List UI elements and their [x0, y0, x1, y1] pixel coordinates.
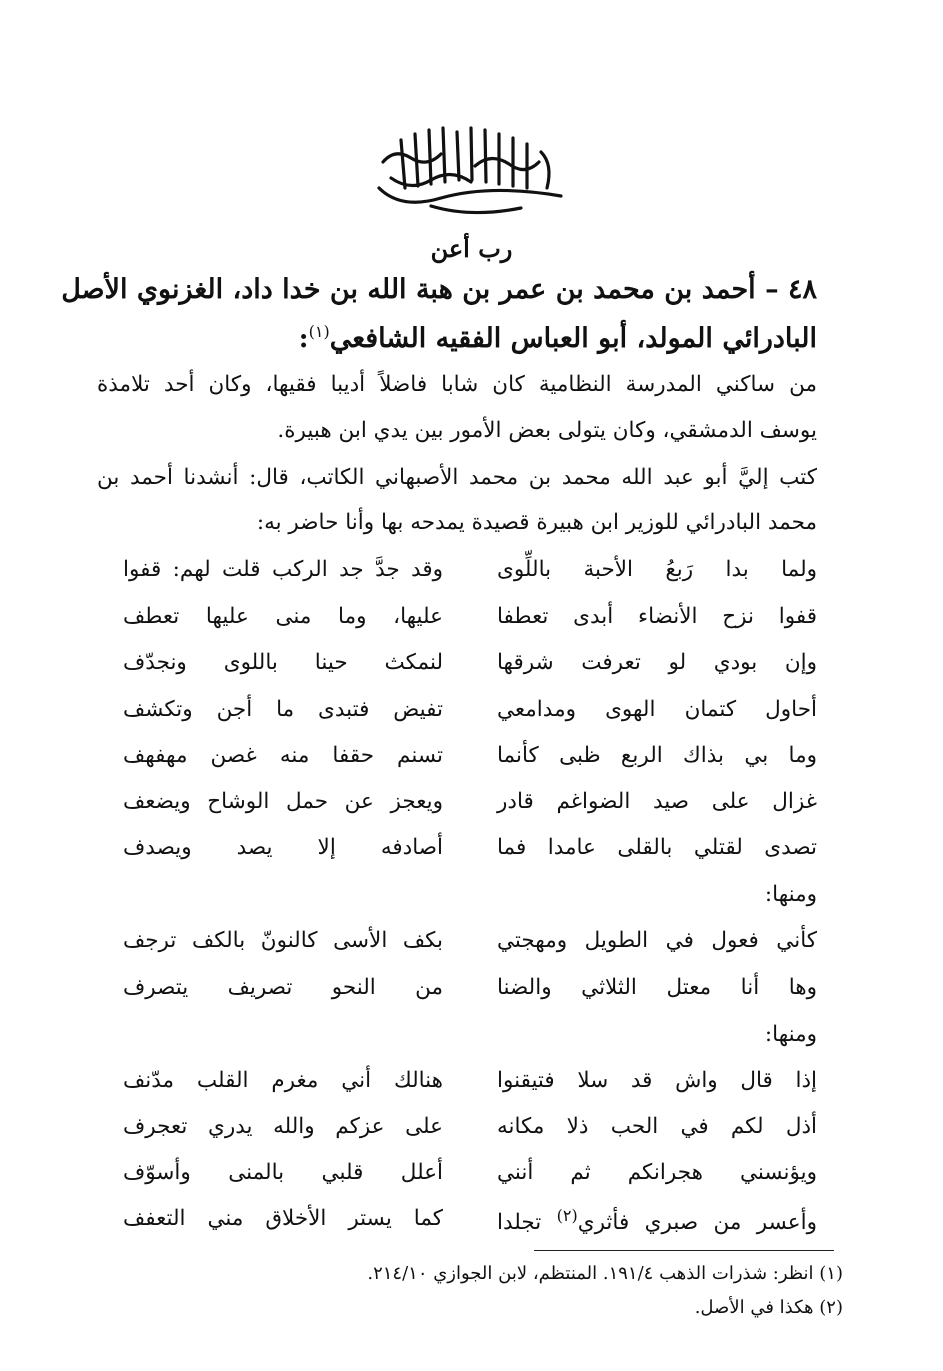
paragraph1-line1: من ساكني المدرسة النظامية كان شابا فاضلاً أديبا فقيها، وكان أحد تلامذة	[97, 372, 817, 397]
verse-hemistich: أصادفه إلا يصد ويصدف	[123, 835, 443, 860]
section-label: ومنها:	[764, 1022, 817, 1047]
verse-hemistich: إذا قال واش قد سلا فتيقنوا	[497, 1068, 817, 1093]
footnote-ref-2: (٢)	[556, 1206, 578, 1225]
invocation-text: رب أعن	[430, 234, 513, 263]
verse-hemistich: وما بي بذاك الربع ظبى كأنما	[497, 743, 817, 768]
verse-hemistich: غزال على صيد الضواغم قادر	[497, 789, 817, 814]
footnote-1: (١) انظر: شذرات الذهب ١٩١/٤. المنتظم، لابن الجوازي ٢١٤/١٠.	[367, 1263, 843, 1284]
verse-hemistich: تفيض فتبدى ما أجن وتكشف	[123, 697, 443, 722]
verse-hemistich: من النحو تصريف يتصرف	[123, 975, 443, 1000]
verse-hemistich: ويعجز عن حمل الوشاح ويضعف	[123, 789, 443, 814]
verse-hemistich: بكف الأسى كالنونّ بالكف ترجف	[123, 928, 443, 953]
verse-hemistich: على عزكم والله يدري تعجرف	[123, 1114, 443, 1139]
verse-hemistich: عليها، وما منى عليها تعطف	[123, 604, 443, 629]
verse-hemistich: وها أنا معتل الثلاثي والضنا	[497, 975, 817, 1000]
basmala-text: بسم الله الرحمن الرحيم	[471, 218, 482, 219]
verse-hemistich: ويؤنسني هجرانكم ثم أنني	[497, 1160, 817, 1185]
entry-title-line2	[87, 322, 817, 354]
paragraph2-line1: كتب إليَّ أبو عبد الله محمد بن محمد الأصبهاني الكاتب، قال: أنشدنا أحمد بن	[97, 465, 817, 490]
verse-hemistich: أذل لكم في الحب ذلا مكانه	[497, 1114, 817, 1139]
footnote-ref-1: (١)	[308, 322, 330, 341]
entry-title-text: البادرائي المولد، أبو العباس الفقيه الشافعي	[329, 323, 817, 354]
entry-title-line1: ٤٨ – أحمد بن محمد بن عمر بن هبة الله بن خدا داد، الغزنوي الأصل	[61, 274, 817, 305]
verse-hemistich: أعلل قلبي بالمنى وأسوّف	[123, 1160, 443, 1185]
verse-hemistich: ولما بدا رَبعُ الأحبة باللِّوى	[497, 557, 817, 582]
verse-hemistich: وقد جدَّ جد الركب قلت لهم: قفوا	[123, 557, 443, 582]
verse-hemistich: كما يستر الأخلاق مني التعفف	[123, 1206, 443, 1231]
paragraph2-line2: محمد البادرائي للوزير ابن هبيرة قصيدة يمدحه بها وأنا حاضر به:	[256, 510, 817, 535]
verse-hemistich: وإن بودي لو تعرفت شرقها	[497, 650, 817, 675]
verse-hemistich	[497, 1206, 817, 1235]
section-label: ومنها:	[764, 882, 817, 907]
footnote-2: (٢) هكذا في الأصل.	[694, 1297, 843, 1318]
verse-hemistich: لنمكث حينا باللوى ونجدّف	[123, 650, 443, 675]
footnote-divider	[534, 1250, 834, 1251]
verse-hemistich: تسنم حقفا منه غصن مهفهف	[123, 743, 443, 768]
verse-hemistich: هنالك أني مغرم القلب مدّنف	[123, 1068, 443, 1093]
verse-hemistich: كأني فعول في الطويل ومهجتي	[497, 928, 817, 953]
verse-hemistich: أحاول كتمان الهوى ومدامعي	[497, 697, 817, 722]
verse-text: وأعسر من صبري فأثري	[577, 1210, 817, 1236]
paragraph1-line2: يوسف الدمشقي، وكان يتولى بعض الأمور بين يدي ابن هبيرة.	[277, 418, 817, 443]
basmala-calligraphy	[371, 118, 571, 220]
verse-hemistich: قفوا نزح الأنضاء أبدى تعطفا	[497, 604, 817, 629]
verse-hemistich: تصدى لقتلي بالقلى عامدا فما	[497, 835, 817, 860]
entry-title-colon: :	[298, 323, 309, 354]
verse-text: تجلدا	[497, 1210, 557, 1236]
